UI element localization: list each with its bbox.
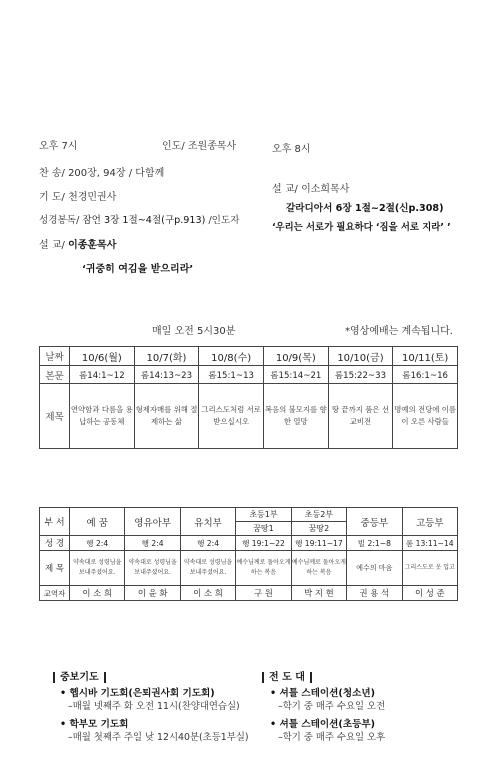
ref-cell: 행 2:4 [180, 536, 235, 551]
ref-cell: 행 19:1~22 [236, 536, 291, 551]
intercession-heading [53, 665, 106, 684]
row-header: 제목 [40, 384, 70, 449]
dawn-time: 매일 오전 5시30분 [152, 326, 236, 337]
list-item: • 셔틀 스테이션(청소년) [270, 688, 376, 699]
sermon-title-8pm: ‘우리는 서로가 필요하다 ‘짐을 서로 지라’ ’ [272, 222, 451, 233]
teacher-cell: 이 윤 화 [125, 586, 180, 601]
title-cell: 그리스도로 옷 입고 [402, 551, 457, 586]
ref-cell: 롬15:1~13 [199, 366, 264, 384]
table-row [40, 384, 458, 449]
row-header: 제 목 [40, 551, 70, 586]
title-cell: 예수의 마음 [347, 551, 402, 586]
evangelism-heading-text: 전 도 대 [262, 672, 312, 683]
title-cell: 그리스도처럼 서로 받으십시오 [199, 384, 264, 449]
date-cell: 10/7(화) [134, 347, 199, 366]
title-cell: 예수님께로 돌아오게 하는 복음 [291, 551, 346, 586]
ref-cell: 롬14:13~23 [134, 366, 199, 384]
list-item: • 학부모 기도회 [60, 719, 129, 730]
prayer-value: 천경민권사 [68, 192, 117, 203]
dept-subname: 꿈땅2 [291, 522, 346, 536]
item-detail: –매월 넷째주 화 오전 11시(찬양대연습실) [68, 701, 240, 712]
sermon-title-7pm: ‘귀중히 여김을 받으리라’ [82, 264, 194, 275]
item-title: 셔틀 스테이션(초등부) [279, 719, 376, 730]
ref-cell: 롬 13:11~14 [402, 536, 457, 551]
table-row [40, 347, 458, 366]
service-leader: 인도/ 조원종목사 [162, 141, 237, 152]
intercession-heading-text: 중보기도 [53, 672, 106, 683]
dept-name: 고등부 [402, 508, 457, 536]
dept-name: 초등1부 [236, 508, 291, 522]
service-time-8pm: 오후 8시 [272, 144, 311, 155]
dept-name: 초등2부 [291, 508, 346, 522]
title-cell: 복음의 불모지를 향한 열망 [263, 384, 328, 449]
teacher-cell: 박 지 현 [291, 586, 346, 601]
date-cell: 10/10(금) [328, 347, 393, 366]
sermon-preacher: 이종훈목사 [68, 240, 117, 251]
teacher-cell: 이 소 희 [70, 586, 125, 601]
title-cell: 약속대로 성령님을 보내주셨어요. [180, 551, 235, 586]
table-row [40, 551, 458, 586]
ref-cell: 행 2:4 [70, 536, 125, 551]
row-header: 부 서 [40, 508, 70, 536]
row-header: 성 경 [40, 536, 70, 551]
ref-cell: 빌 2:1~8 [347, 536, 402, 551]
list-item: • 헵시바 기도회(은퇴권사회 기도회) [60, 688, 215, 699]
row-header: 교역자 [40, 586, 70, 601]
sermon-line-7pm [39, 236, 116, 251]
school-schedule-table [39, 507, 458, 601]
reading-value: 잠언 3장 1절~4절(구p.913) [82, 215, 206, 226]
dept-subname: 꿈땅1 [236, 522, 291, 536]
dept-name: 중등부 [347, 508, 402, 536]
reading-by: /인도자 [208, 215, 240, 226]
title-cell: 약속대로 성령님을 보내주셨어요. [125, 551, 180, 586]
sermon-preacher-8pm: 이소희목사 [301, 184, 350, 195]
teacher-cell: 구 원 [236, 586, 291, 601]
reading-label: 성경봉독/ [39, 215, 80, 226]
teacher-cell: 이 소 희 [180, 586, 235, 601]
dept-name: 유치부 [180, 508, 235, 536]
title-cell: 약속대로 성령님을 보내주셨어요. [70, 551, 125, 586]
table-row [40, 536, 458, 551]
hymn-line [39, 164, 164, 179]
row-header: 본문 [40, 366, 70, 384]
title-cell: 형제자매를 위해 절제하는 삶 [134, 384, 199, 449]
hymn-value: 200장, 94장 / 다함께 [68, 168, 165, 179]
title-cell: 땅 끝까지 품은 선교비전 [328, 384, 393, 449]
row-header: 날짜 [40, 347, 70, 366]
ref-cell: 롬16:1~16 [393, 366, 458, 384]
table-row [40, 586, 458, 601]
prayer-line [39, 188, 116, 203]
date-cell: 10/11(토) [393, 347, 458, 366]
ref-cell: 롬15:22~33 [328, 366, 393, 384]
item-title: 셔틀 스테이션(청소년) [279, 688, 376, 699]
evangelism-heading [262, 665, 312, 684]
item-title: 헵시바 기도회(은퇴권사회 기도회) [69, 688, 215, 699]
item-detail: –학기 중 매주 수요일 오전 [278, 701, 386, 712]
scripture-8pm: 갈라디아서 6장 1절~2절(신p.308) [286, 203, 444, 214]
sermon-line-8pm [272, 180, 349, 195]
title-cell: 예수님께로 돌아오게 하는 복음 [236, 551, 291, 586]
ref-cell: 롬15:14~21 [263, 366, 328, 384]
ref-cell: 행 2:4 [125, 536, 180, 551]
date-cell: 10/9(목) [263, 347, 328, 366]
reading-line [39, 212, 239, 226]
sermon-label-8pm: 설 교/ [272, 184, 298, 195]
title-cell: 연약함과 다름을 용납하는 공동체 [70, 384, 135, 449]
ref-cell: 행 19:11~17 [291, 536, 346, 551]
ref-cell: 롬14:1~12 [70, 366, 135, 384]
item-title: 학부모 기도회 [69, 719, 129, 730]
dawn-schedule-table [39, 346, 458, 449]
teacher-cell: 이 성 준 [402, 586, 457, 601]
video-note: *영상예배는 계속됩니다. [345, 326, 453, 337]
dept-name: 예 꿈 [70, 508, 125, 536]
title-cell: 명예의 전당에 이름이 오른 사람들 [393, 384, 458, 449]
item-detail: –학기 중 매주 수요일 오후 [278, 732, 386, 743]
hymn-label: 찬 송/ [39, 168, 65, 179]
teacher-cell: 권 용 석 [347, 586, 402, 601]
table-row [40, 508, 458, 522]
date-cell: 10/6(월) [70, 347, 135, 366]
service-time-7pm: 오후 7시 [39, 141, 78, 152]
date-cell: 10/8(수) [199, 347, 264, 366]
dept-name: 영유아부 [125, 508, 180, 536]
prayer-label: 기 도/ [39, 192, 65, 203]
list-item: • 셔틀 스테이션(초등부) [270, 719, 376, 730]
item-detail: –매월 첫째주 주일 낮 12시40분(초등1부실) [68, 732, 249, 743]
table-row [40, 366, 458, 384]
sermon-label: 설 교/ [39, 240, 65, 251]
